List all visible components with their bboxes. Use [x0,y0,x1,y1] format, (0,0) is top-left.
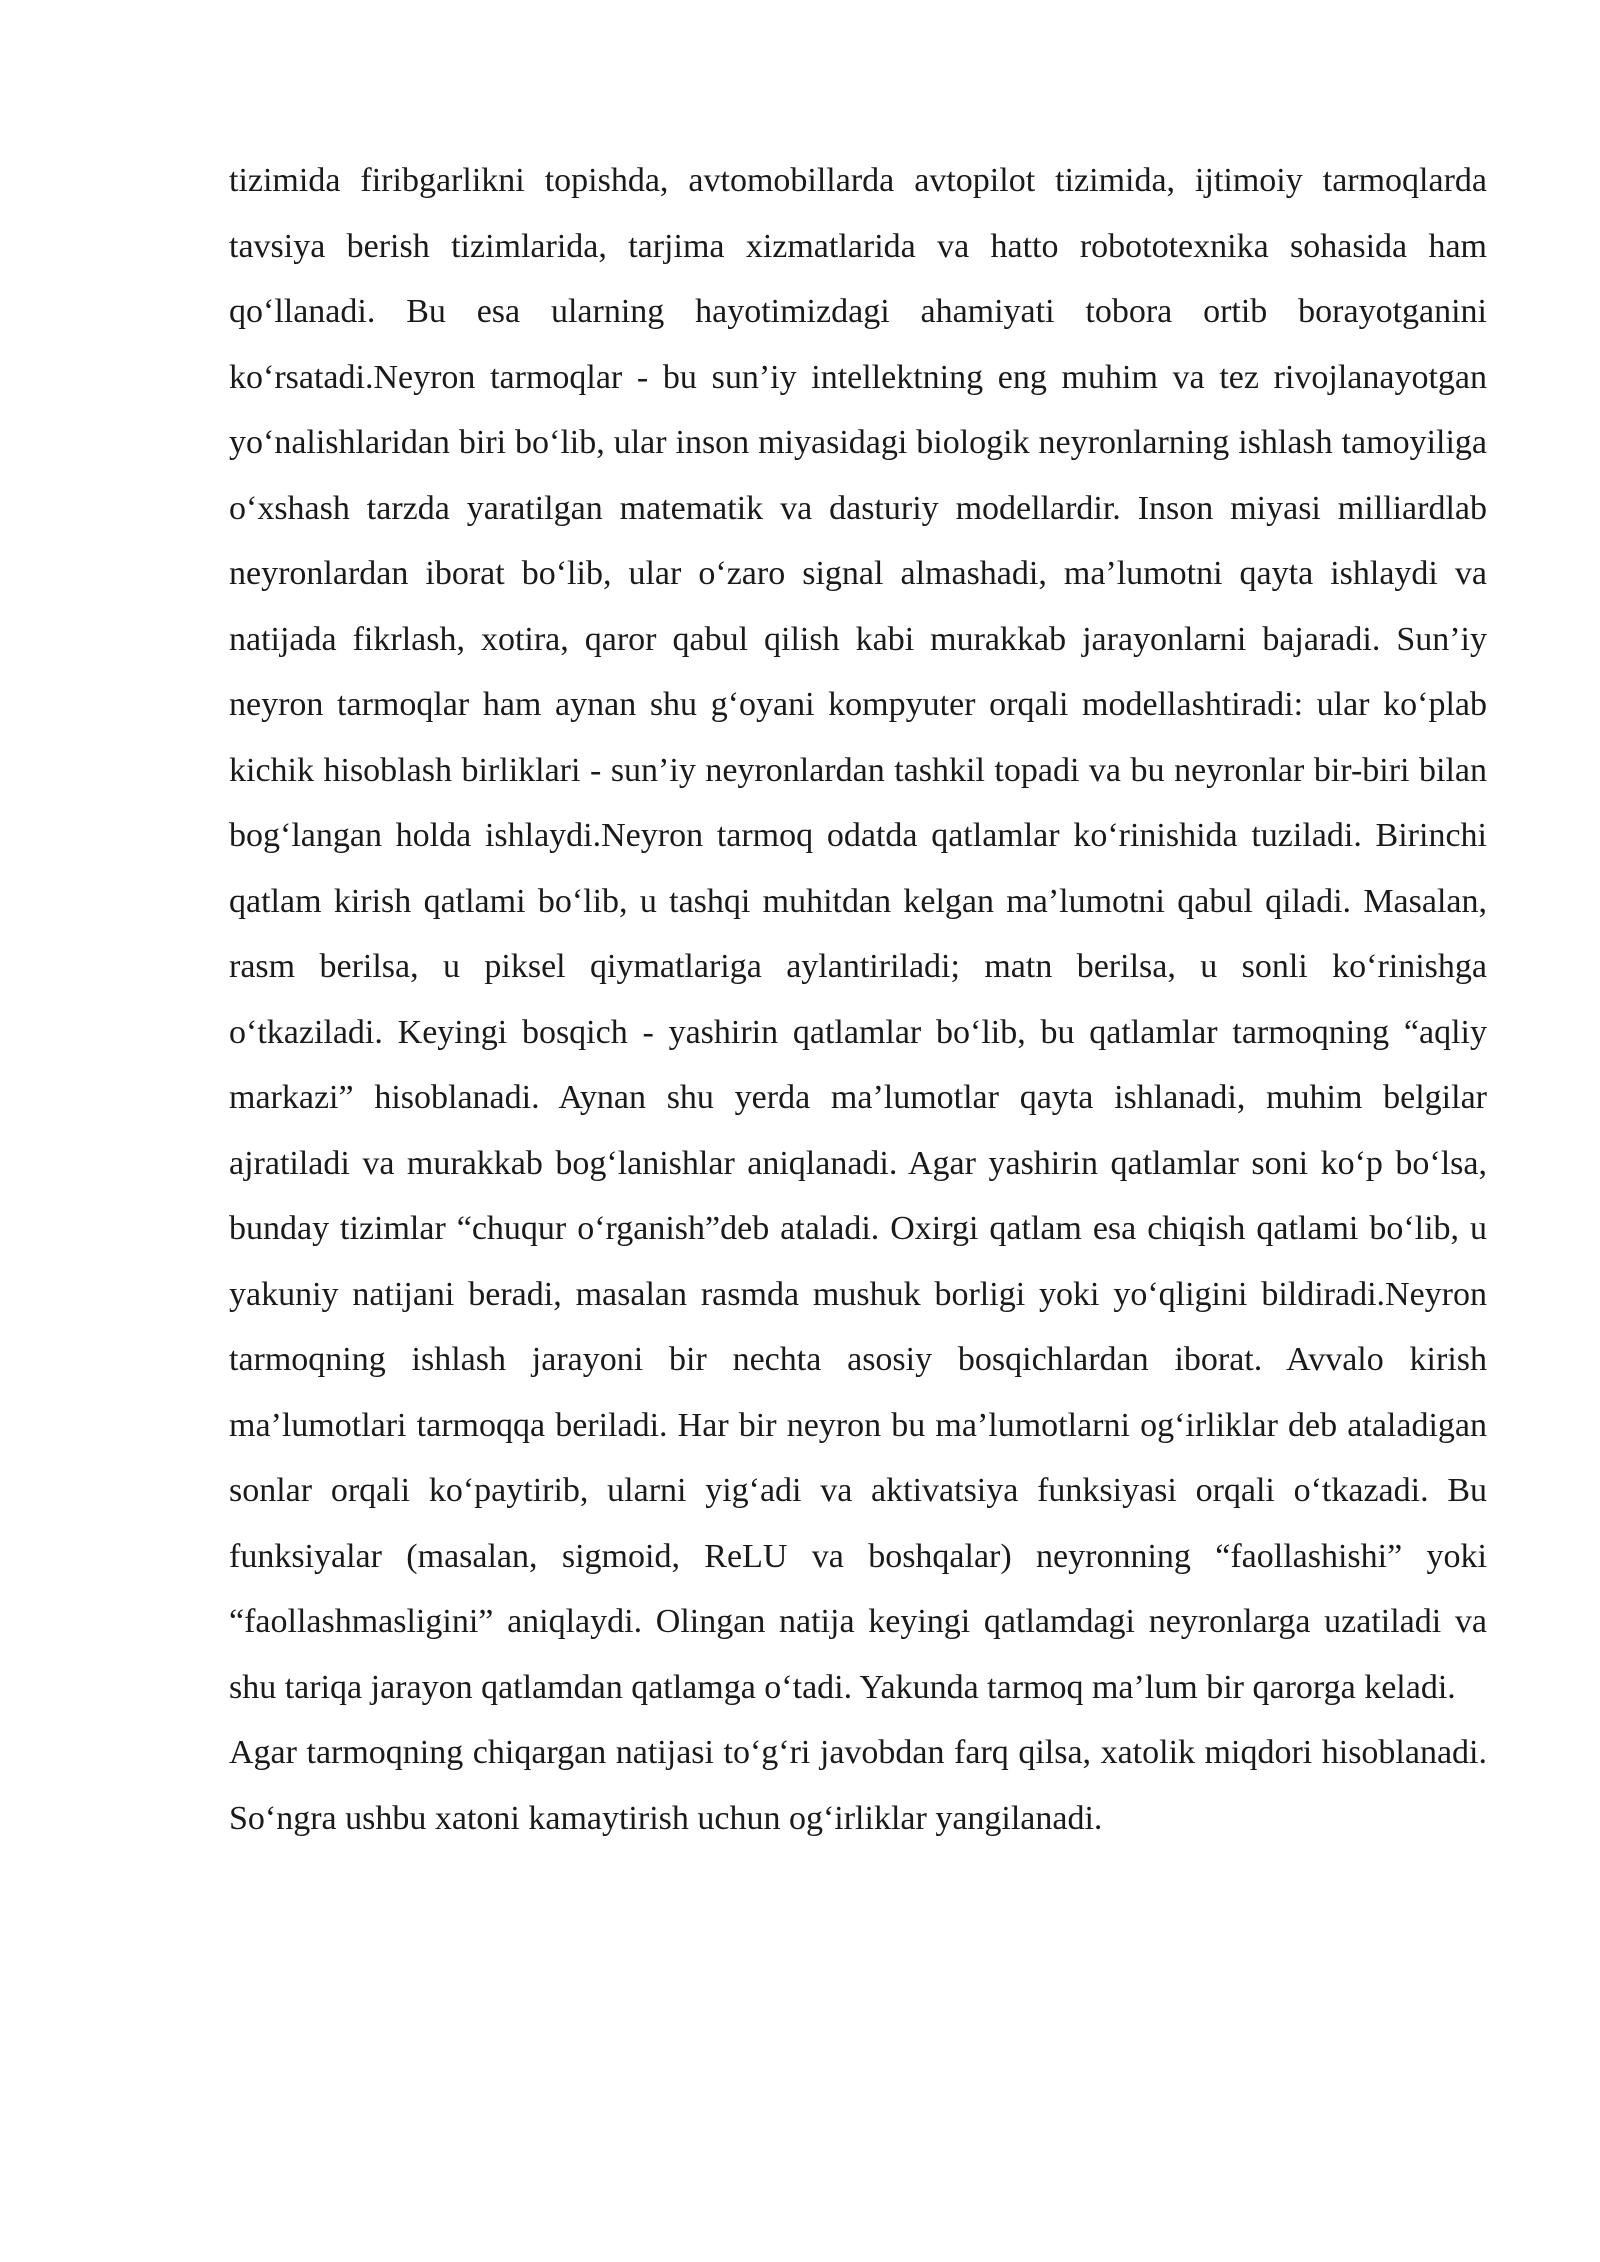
document-body [229,148,1487,1851]
paragraph-neural-networks-overview: tizimida firibgarlikni topishda, avtomobillarda avtopilot tizimida, ijtimoiy tarmoqlarda tavsiya berish tizimlarida, tarjima xizmatlarida va hatto robototexnika sohasida ham qo‘llanadi. Bu esa ularning hayotimizdagi ahamiyati tobora ortib borayotganini ko‘rsatadi.Neyron tarmoqlar - bu sun’iy intellektning eng muhim va tez rivojlanayotgan yo‘nalishlaridan biri bo‘lib, ular inson miyasidagi biologik neyronlarning ishlash tamoyiliga o‘xshash tarzda yaratilgan matematik va dasturiy modellardir. Inson miyasi milliardlab neyronlardan iborat bo‘lib, ular o‘zaro signal almashadi, ma’lumotni qayta ishlaydi va natijada fikrlash, xotira, qaror qabul qilish kabi murakkab jarayonlarni bajaradi. Sun’iy neyron tarmoqlar ham aynan shu g‘oyani kompyuter orqali modellashtiradi: ular ko‘plab kichik hisoblash birliklari - sun’iy neyronlardan tashkil topadi va bu neyronlar bir-biri bilan bog‘langan holda ishlaydi.Neyron tarmoq odatda qatlamlar ko‘rinishida tuziladi. Birinchi qatlam kirish qatlami bo‘lib, u tashqi muhitdan kelgan ma’lumotni qabul qiladi. Masalan, rasm berilsa, u piksel qiymatlariga aylantiriladi; matn berilsa, u sonli ko‘rinishga o‘tkaziladi. Keyingi bosqich - yashirin qatlamlar bo‘lib, bu qatlamlar tarmoqning “aqliy markazi” hisoblanadi. Aynan shu yerda ma’lumotlar qayta ishlanadi, muhim belgilar ajratiladi va murakkab bog‘lanishlar aniqlanadi. Agar yashirin qatlamlar soni ko‘p bo‘lsa, bunday tizimlar “chuqur o‘rganish”deb ataladi. Oxirgi qatlam esa chiqish qatlami bo‘lib, u yakuniy natijani beradi, masalan rasmda mushuk borligi yoki yo‘qligini bildiradi.Neyron tarmoqning ishlash jarayoni bir nechta asosiy bosqichlardan iborat. Avvalo kirish ma’lumotlari tarmoqqa beriladi. Har bir neyron bu ma’lumotlarni og‘irliklar deb ataladigan sonlar orqali ko‘paytirib, ularni yig‘adi va aktivatsiya funksiyasi orqali o‘tkazadi. Bu funksiyalar (masalan, sigmoid, ReLU va boshqalar) neyronning “faollashishi” yoki “faollashmasligini” aniqlaydi. Olingan natija keyingi qatlamdagi neyronlarga uzatiladi va shu tariqa jarayon qatlamdan qatlamga o‘tadi. Yakunda tarmoq ma’lum bir qarorga keladi. [229,162,1487,1706]
paragraph-error-correction: Agar tarmoqning chiqargan natijasi to‘g‘ri javobdan farq qilsa, xatolik miqdori hisoblanadi. So‘ngra ushbu xatoni kamaytirish uchun og‘irliklar yangilanadi. [229,1734,1487,1837]
